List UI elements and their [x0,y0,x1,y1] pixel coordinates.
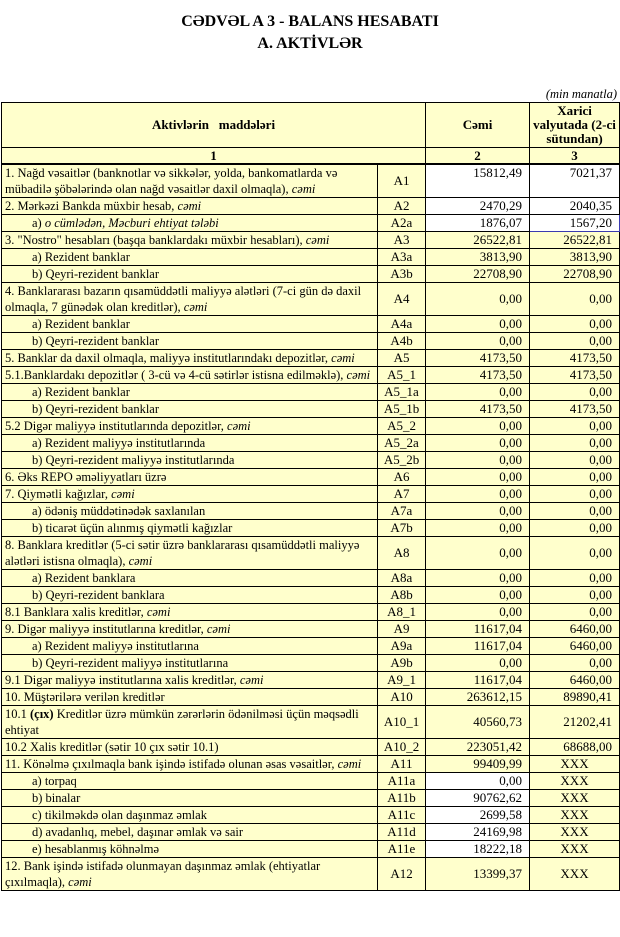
row-label [2,266,378,283]
table-row [2,435,620,452]
row-xarici-value: XXX [530,858,620,891]
table-row [2,790,620,807]
table-row [2,452,620,469]
row-label-text: 10.2 Xalis kreditlər (sətir 10 çıx sətir 10.1) [5,740,219,754]
row-cemi-value: 0,00 [426,655,530,672]
row-label-text: a) Rezident banklara [32,571,136,585]
row-xarici-value: 4173,50 [530,350,620,367]
row-cemi-value: 40560,73 [426,706,530,739]
row-xarici-value: 0,00 [530,452,620,469]
row-xarici-value: XXX [530,773,620,790]
table-row [2,232,620,249]
row-xarici-value: 0,00 [530,587,620,604]
row-xarici-value: 4173,50 [530,367,620,384]
row-xarici-value: XXX [530,807,620,824]
row-label-text: 6. Əks REPO əməliyyatları üzrə [5,470,167,484]
row-code: A5 [378,350,426,367]
row-label-italic: cəmi [177,199,202,213]
row-code: A12 [378,858,426,891]
row-xarici-value: 0,00 [530,469,620,486]
table-row [2,198,620,215]
row-label-text: Kreditlər üzrə mümkün zərərlərin ödənilməsi üçün məqsədli ehtiyat [5,707,359,737]
table-row [2,689,620,706]
row-cemi-value: 0,00 [426,384,530,401]
row-cemi-value: 26522,81 [426,232,530,249]
row-code: A11e [378,841,426,858]
row-xarici-value: 0,00 [530,604,620,621]
row-label [2,672,378,689]
row-label [2,756,378,773]
row-label-text: c) tikilməkdə olan daşınmaz əmlak [32,808,207,822]
row-label-italic: cəmi [183,300,208,314]
row-label-italic: cəmi [291,182,316,196]
row-label-text: 5.1.Banklardakı depozitlər ( 3-cü və 4-cü sətirlər istisna edilməklə), [5,368,347,382]
table-row [2,739,620,756]
row-label-text: 5.2 Digər maliyyə institutlarında depozitlər, [5,419,228,433]
row-label-text: 10.1 [5,707,30,721]
row-cemi-value: 0,00 [426,537,530,570]
row-xarici-value: 68688,00 [530,739,620,756]
table-row [2,570,620,587]
row-cemi-value: 0,00 [426,418,530,435]
page-title: CƏDVƏL A 3 - BALANS HESABATI [181,13,439,30]
row-cemi-value: 4173,50 [426,350,530,367]
row-code: A9 [378,621,426,638]
row-xarici-value: 89890,41 [530,689,620,706]
row-label-text: 2. Mərkəzi Bankda müxbir hesab, [5,199,178,213]
row-label [2,638,378,655]
table-row [2,401,620,418]
row-label-text: 3. "Nostro" hesabları (başqa banklardakı müxbir hesabları), [5,233,306,247]
row-xarici-value: 7021,37 [530,164,620,198]
row-cemi-value: 13399,37 [426,858,530,891]
row-cemi-value: 0,00 [426,333,530,350]
row-xarici-value: 2040,35 [530,198,620,215]
row-label-text: b) Qeyri-rezident banklara [32,588,165,602]
table-row [2,283,620,316]
page-subtitle: A. AKTİVLƏR [257,35,363,52]
row-code: A11d [378,824,426,841]
row-label-italic: cəmi [206,622,231,636]
row-label [2,435,378,452]
row-label [2,452,378,469]
row-xarici-value: 0,00 [530,570,620,587]
row-label-text: b) ticarət üçün alınmış qiymətli kağızlar [32,521,233,535]
table-row [2,520,620,537]
row-code: A4a [378,316,426,333]
row-code: A5_1b [378,401,426,418]
row-cemi-value: 2470,29 [426,198,530,215]
row-label-text: 7. Qiymətli kağızlar, [5,487,112,501]
row-label [2,486,378,503]
row-cemi-value: 2699,58 [426,807,530,824]
row-xarici-value: 4173,50 [530,401,620,418]
row-xarici-value: 0,00 [530,316,620,333]
row-cemi-value: 99409,99 [426,756,530,773]
row-label [2,570,378,587]
row-label [2,283,378,316]
row-code: A10_1 [378,706,426,739]
table-row [2,604,620,621]
row-xarici-value: XXX [530,790,620,807]
table-row [2,367,620,384]
row-xarici-value: 0,00 [530,655,620,672]
row-cemi-value: 11617,04 [426,672,530,689]
row-label-text: a) Rezident maliyyə institutlarına [32,639,199,653]
header-items-label: Aktivlərin maddələri [2,103,426,148]
row-code: A10 [378,689,426,706]
row-cemi-value: 15812,49 [426,164,530,198]
row-label-italic: cəmi [346,368,371,382]
row-code: A1 [378,164,426,198]
row-xarici-value: 21202,41 [530,706,620,739]
row-code: A3a [378,249,426,266]
row-label-italic: cəmi [331,351,355,365]
row-label [2,316,378,333]
row-cemi-value: 0,00 [426,435,530,452]
row-cemi-value: 1876,07 [426,215,530,232]
row-cemi-value: 263612,15 [426,689,530,706]
row-code: A4 [378,283,426,316]
row-code: A5_1 [378,367,426,384]
row-label-text: b) binalar [32,791,81,805]
row-label-text: a) ödəniş müddətinədək saxlanılan [32,504,206,518]
table-row [2,672,620,689]
row-label-text: a) Rezident banklar [32,250,130,264]
row-cemi-value: 4173,50 [426,401,530,418]
row-label [2,198,378,215]
row-code: A3 [378,232,426,249]
row-cemi-value: 0,00 [426,587,530,604]
row-label [2,621,378,638]
row-label [2,841,378,858]
row-label-text: 5. Banklar da daxil olmaqla, maliyyə institutlarındakı depozitlər, [5,351,332,365]
row-xarici-value: 6460,00 [530,672,620,689]
row-label-text: b) Qeyri-rezident banklar [32,267,160,281]
row-code: A11b [378,790,426,807]
row-label-italic: cəmi [239,673,264,687]
row-label-italic: cəmi [128,554,153,568]
header-cemi-label: Cəmi [426,103,530,148]
row-xarici-value: 0,00 [530,418,620,435]
row-label-text: 12. Bank işində istifadə olunmayan daşınmaz əmlak (ehtiyatlar çıxılmaqla), [5,859,321,889]
row-label-text: b) Qeyri-rezident banklar [32,334,160,348]
row-xarici-value: 1567,20 [530,215,620,232]
table-row [2,333,620,350]
row-label [2,706,378,739]
column-number-1: 1 [2,148,426,165]
row-cemi-value: 0,00 [426,520,530,537]
table-row [2,621,620,638]
table-body [2,164,620,891]
row-label-text: 11. Könəlmə çıxılmaqla bank işində istifadə olunan əsas vəsaitlər, [5,757,338,771]
table-row [2,706,620,739]
row-code: A5_2b [378,452,426,469]
table-row [2,858,620,891]
row-label [2,604,378,621]
table-row [2,384,620,401]
row-label-text: b) Qeyri-rezident maliyyə institutlarına [32,656,229,670]
row-label-text: 4. Banklararası bazarın qısamüddətli maliyyə alətləri (7-ci gün də daxil olmaqla, 7 günədək olan kreditlər), [5,284,362,314]
row-xarici-value: 3813,90 [530,249,620,266]
row-label-italic: o cümlədən, Məcburi ehtiyat tələbi [44,216,219,230]
row-code: A6 [378,469,426,486]
column-number-2: 2 [426,148,530,165]
balance-table [1,102,620,891]
row-code: A2 [378,198,426,215]
table-row [2,503,620,520]
row-code: A10_2 [378,739,426,756]
table-row [2,773,620,790]
row-code: A7b [378,520,426,537]
table-row [2,537,620,570]
row-label [2,790,378,807]
row-xarici-value: 0,00 [530,503,620,520]
row-label-text: 10. Müştərilərə verilən kreditlər [5,690,165,704]
row-cemi-value: 0,00 [426,452,530,469]
row-label [2,537,378,570]
row-code: A9b [378,655,426,672]
row-cemi-value: 0,00 [426,316,530,333]
row-label-text: a) Rezident banklar [32,317,130,331]
row-xarici-value: XXX [530,756,620,773]
row-label-italic: cəmi [227,419,251,433]
row-label [2,333,378,350]
table-row [2,316,620,333]
row-code: A8a [378,570,426,587]
row-code: A9a [378,638,426,655]
row-label [2,824,378,841]
row-label [2,807,378,824]
row-label-text: b) Qeyri-rezident banklar [32,402,160,416]
table-row [2,841,620,858]
row-cemi-value: 90762,62 [426,790,530,807]
table-row [2,756,620,773]
row-code: A11c [378,807,426,824]
row-label-text: a) torpaq [32,774,77,788]
row-cemi-value: 0,00 [426,503,530,520]
table-row [2,655,620,672]
row-cemi-value: 0,00 [426,773,530,790]
table-row [2,807,620,824]
row-label-text: a) [32,216,45,230]
row-label [2,655,378,672]
row-label [2,858,378,891]
row-label-text: 1. Nağd vəsaitlər (banknotlar və sikkələr, yolda, bankomatlarda və mübadilə şöbələrində olan nağd vəsaitlər daxil olmaqla), [5,166,338,196]
row-xarici-value: 0,00 [530,486,620,503]
row-label-text: d) avadanlıq, mebel, daşınar əmlak və sair [32,825,244,839]
row-xarici-value: XXX [530,841,620,858]
row-xarici-value: 0,00 [530,333,620,350]
row-label [2,418,378,435]
unit-note: (min manatla) [545,87,617,101]
row-label-text: e) hesablanmış köhnəlmə [32,842,160,856]
row-label [2,469,378,486]
row-cemi-value: 0,00 [426,570,530,587]
row-cemi-value: 0,00 [426,604,530,621]
row-cemi-value: 0,00 [426,283,530,316]
row-cemi-value: 0,00 [426,469,530,486]
row-label-bold: (çıx) [30,707,54,721]
row-label-italic: cəmi [146,605,171,619]
row-code: A5_2a [378,435,426,452]
row-label-italic: cəmi [305,233,330,247]
header-row [2,103,620,148]
row-code: A8_1 [378,604,426,621]
row-code: A5_1a [378,384,426,401]
row-xarici-value: 0,00 [530,283,620,316]
row-label [2,232,378,249]
row-xarici-value: 22708,90 [530,266,620,283]
row-cemi-value: 18222,18 [426,841,530,858]
row-label [2,350,378,367]
row-label [2,739,378,756]
row-code: A9_1 [378,672,426,689]
row-label [2,164,378,198]
table-row [2,164,620,198]
row-xarici-value: 0,00 [530,537,620,570]
row-label [2,689,378,706]
row-xarici-value: 0,00 [530,520,620,537]
table-row [2,266,620,283]
row-xarici-value: XXX [530,824,620,841]
table-row [2,587,620,604]
row-code: A11a [378,773,426,790]
row-xarici-value: 0,00 [530,435,620,452]
row-cemi-value: 11617,04 [426,638,530,655]
row-code: A8 [378,537,426,570]
row-label-italic: cəmi [111,487,135,501]
row-xarici-value: 26522,81 [530,232,620,249]
row-label [2,773,378,790]
row-label [2,401,378,418]
row-label [2,587,378,604]
row-label-text: 9.1 Digər maliyyə institutlarına xalis kreditlər, [5,673,240,687]
row-label [2,215,378,232]
row-code: A4b [378,333,426,350]
row-code: A11 [378,756,426,773]
header-xarici-label: Xarici valyutada (2-ci sütundan) [530,103,620,148]
row-label-text: a) Rezident banklar [32,385,130,399]
row-label [2,249,378,266]
row-xarici-value: 0,00 [530,384,620,401]
row-cemi-value: 22708,90 [426,266,530,283]
row-xarici-value: 6460,00 [530,638,620,655]
row-code: A5_2 [378,418,426,435]
column-number-row [2,148,620,165]
row-label [2,520,378,537]
row-label [2,503,378,520]
row-label-text: 9. Digər maliyyə institutlarına kreditlər, [5,622,207,636]
row-cemi-value: 11617,04 [426,621,530,638]
row-cemi-value: 223051,42 [426,739,530,756]
table-row [2,249,620,266]
table-row [2,469,620,486]
row-label-text: a) Rezident maliyyə institutlarında [32,436,206,450]
row-code: A7 [378,486,426,503]
row-label [2,367,378,384]
row-label-italic: cəmi [337,757,362,771]
table-row [2,824,620,841]
row-code: A3b [378,266,426,283]
table-row [2,418,620,435]
row-cemi-value: 0,00 [426,486,530,503]
table-row [2,215,620,232]
row-xarici-value: 6460,00 [530,621,620,638]
table-row [2,638,620,655]
row-code: A8b [378,587,426,604]
row-code: A2a [378,215,426,232]
row-cemi-value: 3813,90 [426,249,530,266]
table-row [2,486,620,503]
row-label-text: 8. Banklara kreditlər (5-ci sətir üzrə banklararası qısamüddətli maliyyə alətləri istisna olmaqla), [5,538,360,568]
row-label-text: b) Qeyri-rezident maliyyə institutlarında [32,453,235,467]
row-label [2,384,378,401]
row-cemi-value: 24169,98 [426,824,530,841]
row-label-italic: cəmi [68,875,92,889]
column-number-3: 3 [530,148,620,165]
table-row [2,350,620,367]
row-code: A7a [378,503,426,520]
row-cemi-value: 4173,50 [426,367,530,384]
row-label-text: 8.1 Banklara xalis kreditlər, [5,605,147,619]
